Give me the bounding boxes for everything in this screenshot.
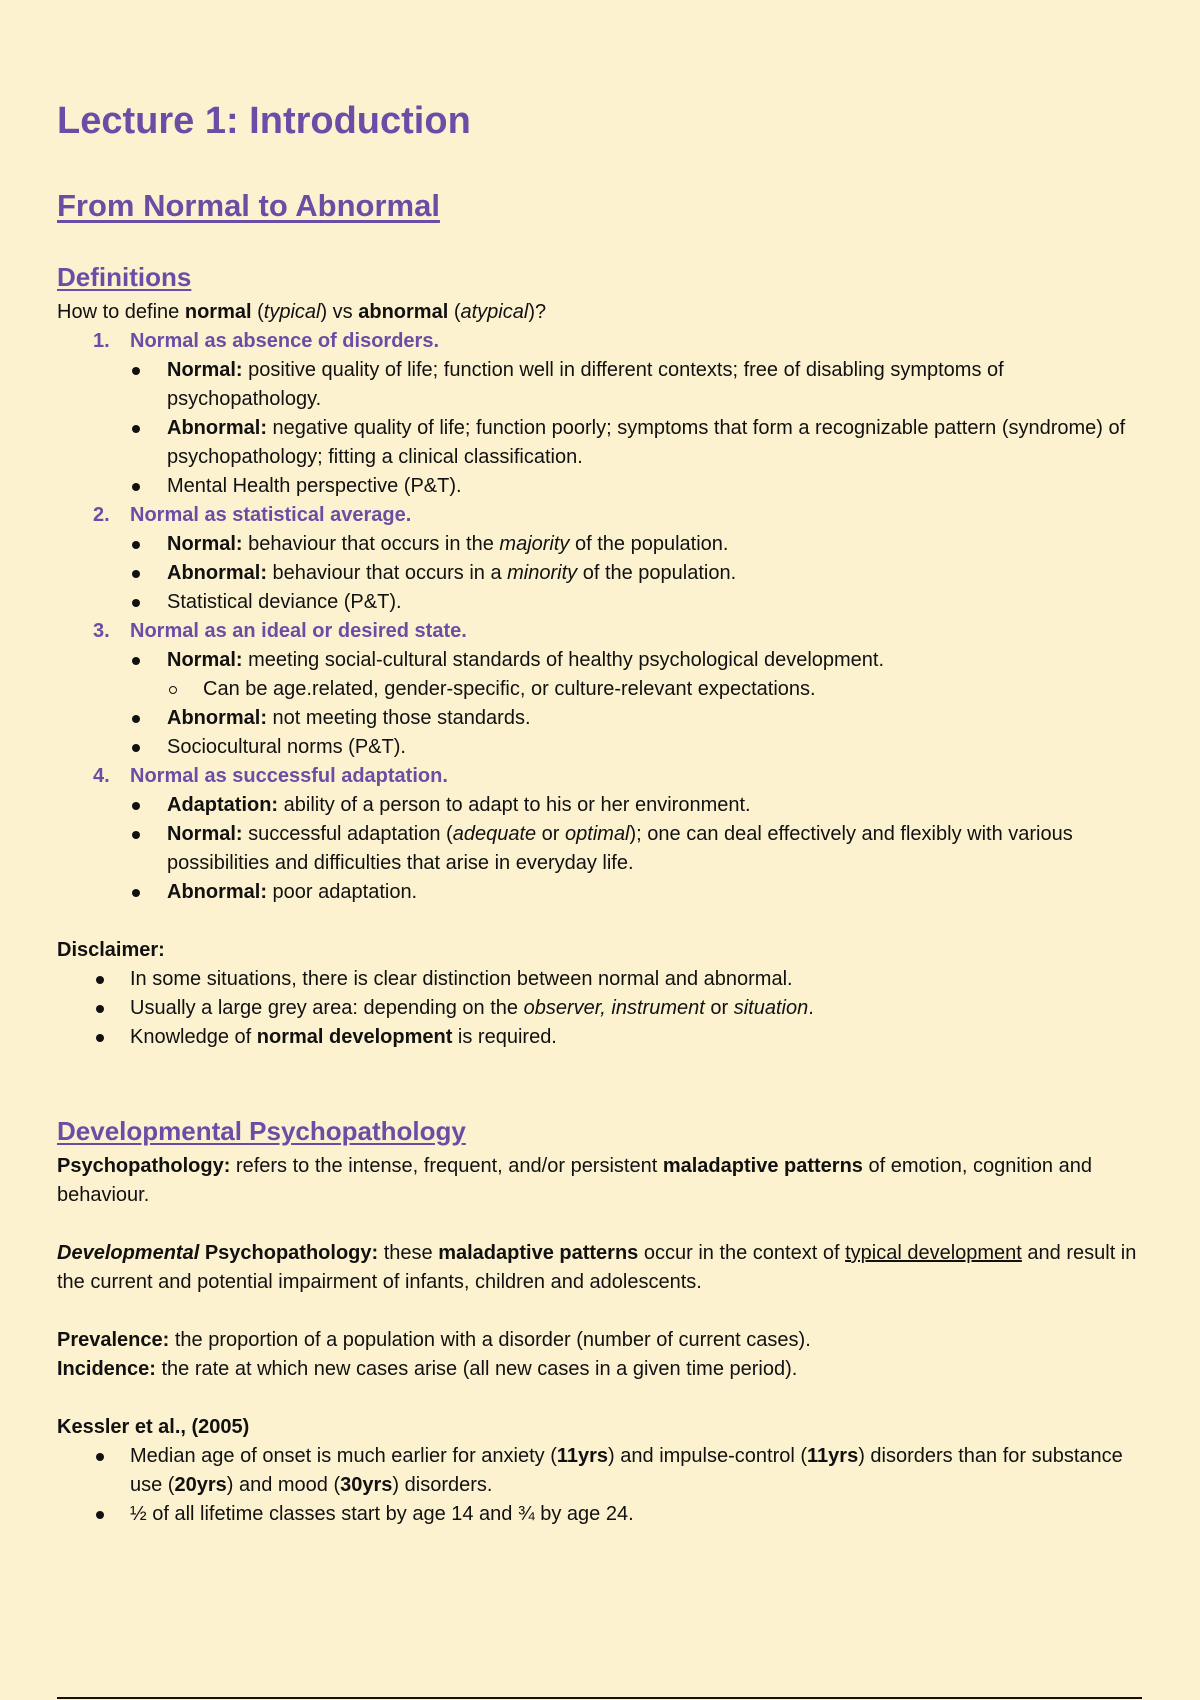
definition-item-2 (57, 501, 1147, 617)
list-item: Median age of onset is much earlier for anxiety (11yrs) and impulse-control (11yrs) disorders than for substance use (20yrs) and mood (30yrs) disorders. (57, 1442, 1147, 1500)
developmental-psychopathology-definition: Developmental Psychopathology: these maladaptive patterns occur in the context of typical development and result in the current and potential impairment of infants, children and adolescents. (57, 1242, 1137, 1293)
list-item: Abnormal: poor adaptation. (130, 878, 1147, 907)
item-heading: Normal as an ideal or desired state. (130, 620, 467, 642)
list-item: Knowledge of normal development is required. (57, 1023, 1147, 1052)
item-number: 2. (93, 504, 110, 526)
list-item: Mental Health perspective (P&T). (130, 472, 1147, 501)
item-heading: Normal as absence of disorders. (130, 330, 440, 352)
definition-item-4 (57, 762, 1147, 907)
spacer (57, 1384, 1147, 1413)
incidence-definition: Incidence: the rate at which new cases arise (all new cases in a given time period). (57, 1358, 798, 1380)
item-heading: Normal as successful adaptation. (130, 765, 448, 787)
list-item: Sociocultural norms (P&T). (130, 733, 1147, 762)
list-item: Normal: behaviour that occurs in the majority of the population. (130, 530, 1147, 559)
sub-list-item: Can be age.related, gender-specific, or culture-relevant expectations. (167, 675, 1147, 704)
item-bullets (130, 791, 1147, 907)
definition-question: How to define normal (typical) vs abnormal (atypical)? (57, 301, 547, 323)
section-heading-normal-abnormal: From Normal to Abnormal (57, 188, 440, 223)
document-page (57, 96, 1147, 1529)
sub-bullets (167, 675, 1147, 704)
psychopathology-definition: Psychopathology: refers to the intense, frequent, and/or persistent maladaptive patterns of emotion, cognition and behaviour. (57, 1155, 1092, 1206)
item-bullets (130, 356, 1147, 501)
list-item: Normal: positive quality of life; function well in different contexts; free of disabling symptoms of psychopathology. (130, 356, 1147, 414)
list-item: Statistical deviance (P&T). (130, 588, 1147, 617)
item-bullets (130, 530, 1147, 617)
definition-item-1 (57, 327, 1147, 501)
spacer (57, 1052, 1147, 1114)
developmental-psychopathology-heading: Developmental Psychopathology (57, 1116, 466, 1146)
item-bullets (130, 646, 1147, 762)
list-item: Adaptation: ability of a person to adapt to his or her environment. (130, 791, 1147, 820)
list-item: Normal: meeting social-cultural standards of healthy psychological development. Can be age.related, gender-specific, or culture-relevant expectations. (130, 646, 1147, 704)
disclaimer-label: Disclaimer: (57, 939, 165, 961)
item-number: 1. (93, 330, 110, 352)
definitions-list (57, 327, 1147, 907)
definitions-heading: Definitions (57, 262, 192, 292)
spacer (57, 907, 1147, 936)
kessler-list (57, 1442, 1147, 1529)
spacer (57, 1297, 1147, 1326)
item-heading: Normal as statistical average. (130, 504, 412, 526)
list-item: ½ of all lifetime classes start by age 14 and ¾ by age 24. (57, 1500, 1147, 1529)
disclaimer-list (57, 965, 1147, 1052)
item-number: 3. (93, 620, 110, 642)
page-bottom-rule (57, 1697, 1142, 1699)
lecture-title: Lecture 1: Introduction (57, 100, 471, 142)
list-item: Abnormal: behaviour that occurs in a minority of the population. (130, 559, 1147, 588)
list-item: Usually a large grey area: depending on the observer, instrument or situation. (57, 994, 1147, 1023)
list-item: In some situations, there is clear distinction between normal and abnormal. (57, 965, 1147, 994)
list-item: Abnormal: not meeting those standards. (130, 704, 1147, 733)
prevalence-definition: Prevalence: the proportion of a population with a disorder (number of current cases). (57, 1329, 811, 1351)
definition-item-3 (57, 617, 1147, 762)
list-item: Normal: successful adaptation (adequate or optimal); one can deal effectively and flexibly with various possibilities and difficulties that arise in everyday life. (130, 820, 1147, 878)
item-number: 4. (93, 765, 110, 787)
list-item: Abnormal: negative quality of life; function poorly; symptoms that form a recognizable pattern (syndrome) of psychopathology; fitting a clinical classification. (130, 414, 1147, 472)
spacer (57, 1210, 1147, 1239)
kessler-label: Kessler et al., (2005) (57, 1416, 250, 1438)
